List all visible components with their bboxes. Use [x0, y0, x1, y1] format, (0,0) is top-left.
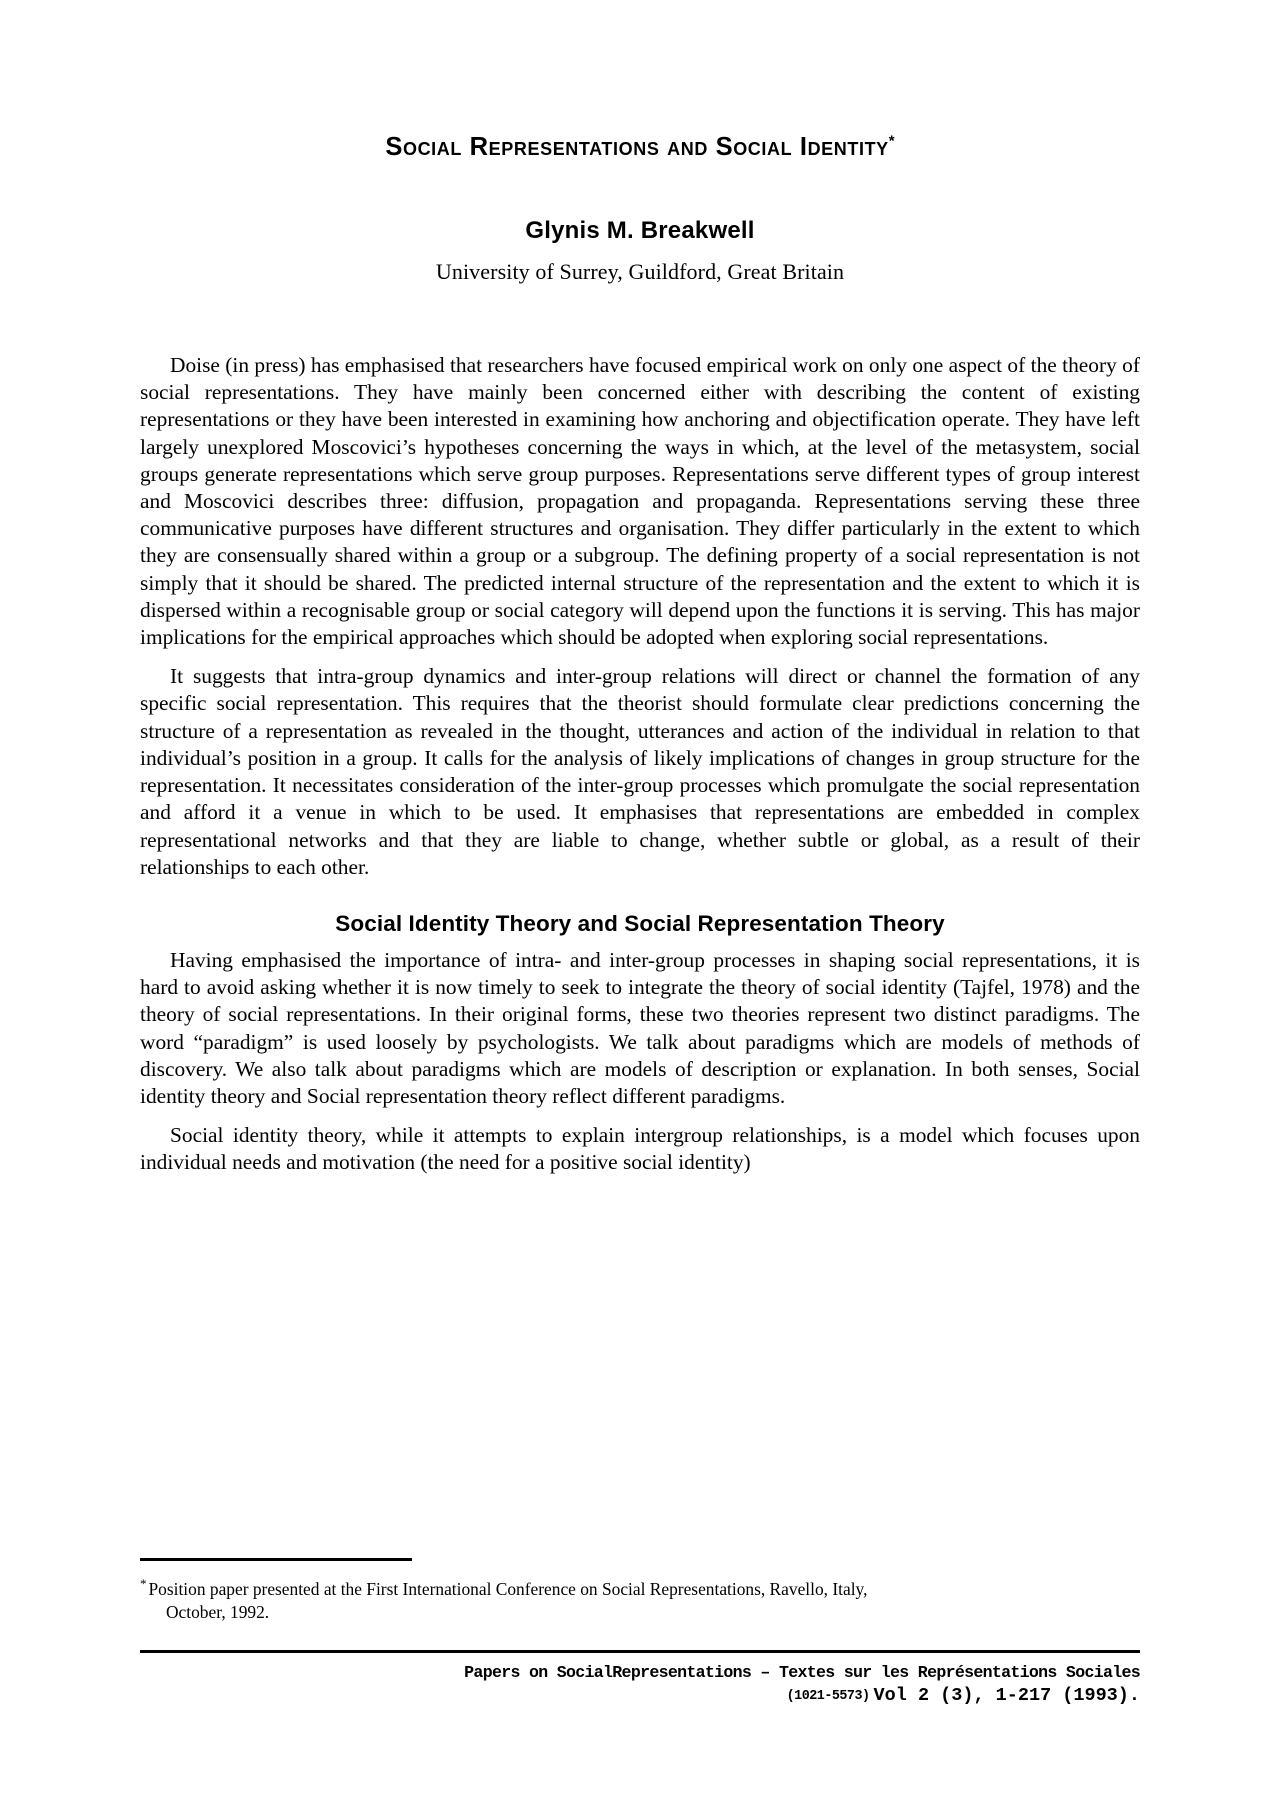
section-heading: Social Identity Theory and Social Representation Theory — [335, 910, 945, 936]
title-text: Social Representations and Social Identity — [385, 133, 889, 161]
footer-separator-rule — [140, 1650, 1140, 1653]
footnote-marker: * — [140, 1576, 147, 1591]
body-paragraph: Having emphasised the importance of intra- and inter-group processes in shaping social representations, it is hard to avoid asking whether it is now timely to seek to integrate the theory of social identity (Tajfel, 1978) and the theory of social representations. In their original forms, these two theories represent two distinct paradigms. The word “paradigm” is used loosely by psychologists. We talk about paradigms which are models of methods of discovery. We also talk about paradigms which are models of description or explanation. In both senses, Social identity theory and Social representation theory reflect different paradigms. — [140, 947, 1140, 1108]
footer-issue-line — [140, 1684, 1140, 1709]
body-paragraph: It suggests that intra-group dynamics and inter-group relations will direct or channel the formation of any specific social representation. This requires that the theorist should formulate clear predictions concerning the structure of a representation as revealed in the thought, utterances and action of the individual in relation to that individual’s position in a group. It calls for the analysis of likely implications of changes in group structure for the representation. It necessitates consideration of the inter-group processes which promulgate the social representation and afford it a venue in which to be used. It emphasises that representations are embedded in complex representational networks and that they are liable to change, whether subtle or global, as a result of their relationships to each other. — [140, 664, 1140, 879]
body-paragraph: Doise (in press) has emphasised that researchers have focused empirical work on only one aspect of the theory of social representations. They have mainly been concerned either with describing the content of existing representations or they have been interested in examining how anchoring and objectification operate. They have left largely unexplored Moscovici’s hypotheses concerning the ways in which, at the level of the metasystem, social groups generate representations which serve group purposes. Representations serve different types of group interest and Moscovici describes three: diffusion, propagation and propaganda. Representations serving these three communicative purposes have different structures and organisation. They differ particularly in the extent to which they are consensually shared within a group or a subgroup. The defining property of a social representation is not simply that it should be shared. The predicted internal structure of the representation and the extent to which it is dispersed within a recognisable group or social category will depend upon the functions it is serving. This has major implications for the empirical approaches which should be adopted when exploring social representations. — [140, 353, 1140, 650]
title-footnote-marker: * — [888, 132, 895, 150]
footnote-area — [140, 1558, 1140, 1624]
author-name: Glynis M. Breakwell — [525, 217, 755, 245]
footer-volume-pages: Vol 2 (3), 1-217 (1993). — [873, 1685, 1140, 1706]
footnote-line-2: October, 1992. — [166, 1601, 270, 1622]
footnote-line-1: Position paper presented at the First International Conference on Social Representations, Ravello, Italy, — [148, 1578, 868, 1599]
author-affiliation: University of Surrey, Guildford, Great Britain — [435, 259, 845, 285]
footnote-text — [140, 1572, 1140, 1624]
footer-journal-title: Papers on SocialRepresentations – Textes sur les Représentations Sociales — [464, 1663, 1140, 1682]
footer-issn: (1021-5573) — [786, 1689, 870, 1704]
article-body — [140, 285, 1140, 1176]
page-title — [140, 0, 1140, 161]
page-footer — [140, 1650, 1140, 1709]
footnote-separator-rule — [140, 1558, 412, 1561]
body-paragraph: Social identity theory, while it attempts to explain intergroup relationships, is a model which focuses upon individual needs and motivation (the need for a positive social identity) — [140, 1123, 1140, 1175]
